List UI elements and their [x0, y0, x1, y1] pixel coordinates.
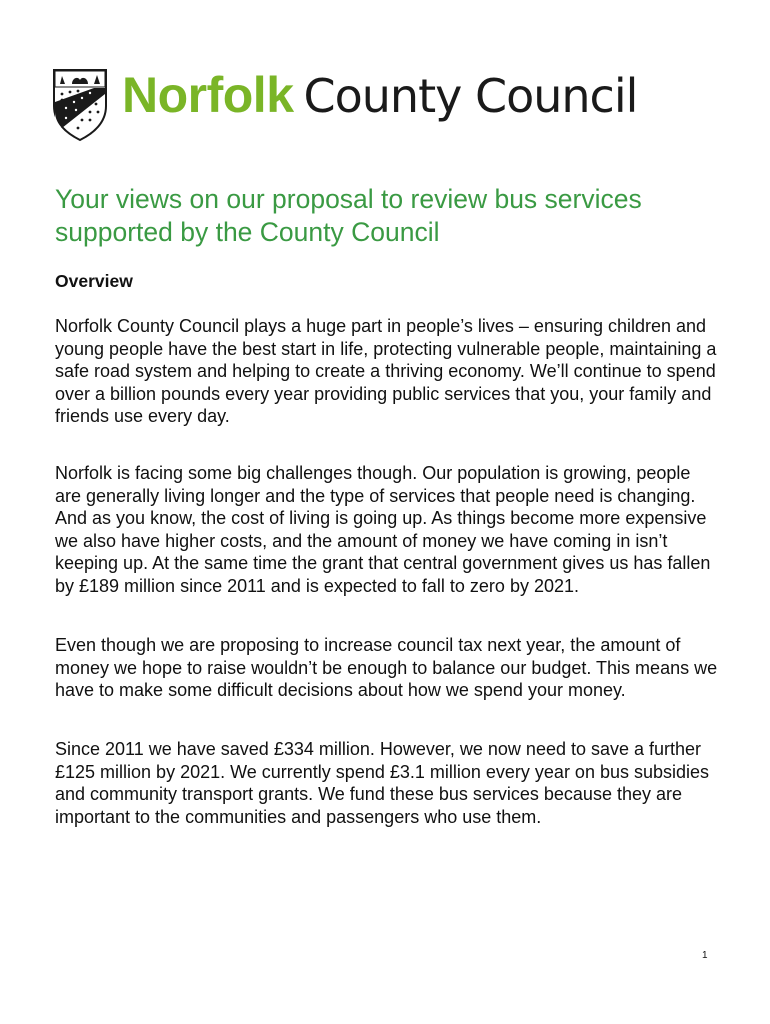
paragraph-2: Norfolk is facing some big challenges though. Our population is growing, people are generally living longer and the type of services that people need is changing. And as you know, the cost of living is going up. As things become more expensive we also have higher costs, and the amount of money we have coming in isn’t keeping up. At the same time the grant that central government gives us has fallen by £189 million since 2011 and is expected to fall to zero by 2021. — [55, 463, 711, 596]
section-heading: Overview — [55, 271, 133, 291]
logo-secondary-text: County Council — [303, 69, 638, 123]
logo-wordmark — [122, 67, 638, 123]
paragraph-4: Since 2011 we have saved £334 million. However, we now need to save a further £125 million by 2021. We currently spend £3.1 million every year on bus subsidies and community transport grants. We fund these bus services because they are important to the communities and passengers who use them. — [55, 739, 710, 827]
paragraph-1: Norfolk County Council plays a huge part in people’s lives – ensuring children and young people have the best start in life, protecting vulnerable people, maintaining a safe road system and helping to create a thriving economy. We’ll continue to spend over a billion pounds every year providing public services that you, your family and friends use every day. — [55, 316, 717, 427]
council-logo — [52, 68, 722, 144]
page-number: 1 — [702, 950, 708, 961]
document-title: Your views on our proposal to review bus services supported by the County Council — [55, 184, 642, 247]
logo-primary-text: Norfolk — [122, 67, 294, 123]
norfolk-crest-icon — [52, 68, 108, 142]
paragraph-3: Even though we are proposing to increase council tax next year, the amount of money we hope to raise wouldn’t be enough to balance our budget. This means we have to make some difficult decisions about how we spend your money. — [55, 635, 718, 701]
